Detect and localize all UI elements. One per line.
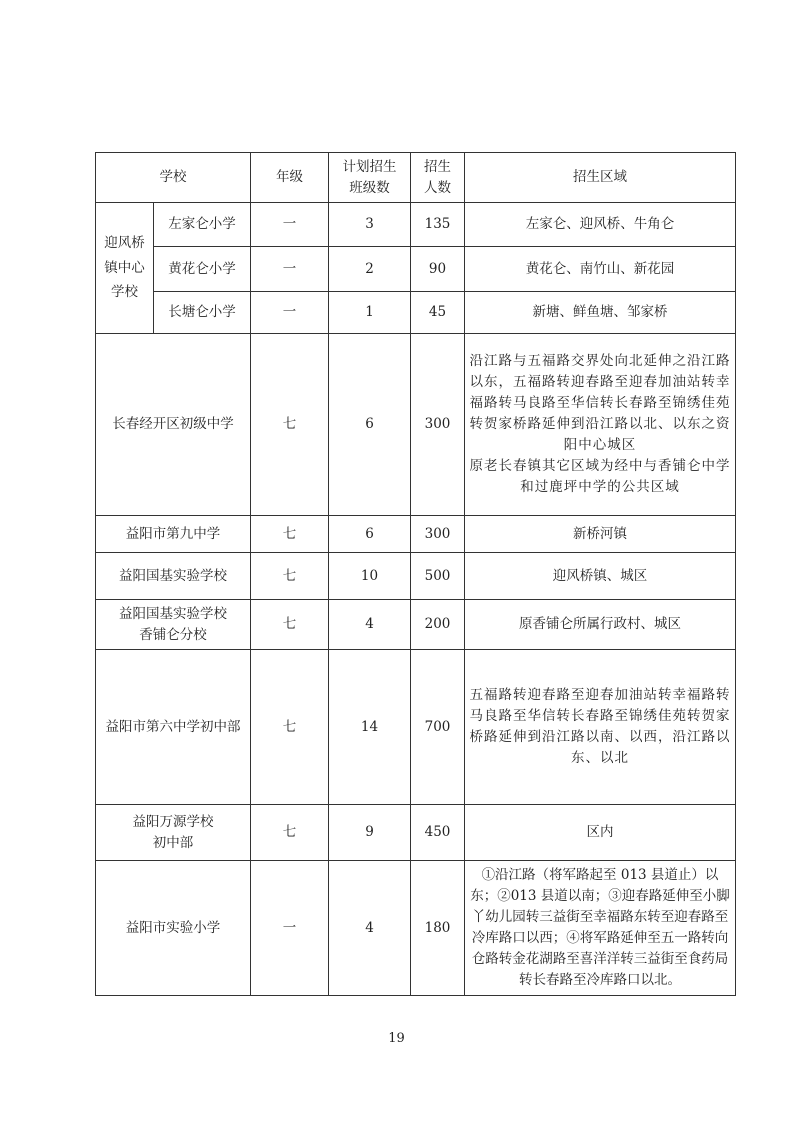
grade-cell: 七: [251, 650, 329, 805]
count-cell: 45: [411, 292, 465, 334]
classes-cell: 1: [329, 292, 411, 334]
school-name: 益阳万源学校 初中部: [96, 805, 251, 861]
count-cell: 450: [411, 805, 465, 861]
count-cell: 300: [411, 516, 465, 553]
school-name: 益阳市第九中学: [96, 516, 251, 553]
header-grade: 年级: [251, 153, 329, 203]
grade-cell: 一: [251, 247, 329, 292]
table-row: [96, 553, 736, 600]
grade-cell: 一: [251, 861, 329, 996]
sub-school-name: 左家仑小学: [154, 203, 251, 247]
classes-cell: 2: [329, 247, 411, 292]
area-cell: 五福路转迎春路至迎春加油站转幸福路转马良路至华信转长春路至锦绣佳苑转贺家桥路延伸到沿江路以南、以西，沿江路以东、以北: [465, 650, 736, 805]
table-header-row: [96, 153, 736, 203]
area-cell: 黄花仑、南竹山、新花园: [465, 247, 736, 292]
table-row: [96, 650, 736, 805]
header-enrollment: 招生 人数: [411, 153, 465, 203]
school-name: 益阳市第六中学初中部: [96, 650, 251, 805]
grade-cell: 一: [251, 292, 329, 334]
classes-cell: 14: [329, 650, 411, 805]
school-name: 益阳市实验小学: [96, 861, 251, 996]
classes-cell: 10: [329, 553, 411, 600]
school-name: 益阳国基实验学校: [96, 553, 251, 600]
count-cell: 90: [411, 247, 465, 292]
area-cell: ①沿江路（将军路起至 013 县道止）以东；②013 县道以南；③迎春路延伸至小脚丫幼儿园转三益街至幸福路东转至迎春路至冷库路口以西；④将军路延伸至五一路转向仓路转金花湖路至喜洋洋转三益街至食药局转长春路至冷库路口以北。: [465, 861, 736, 996]
count-cell: 135: [411, 203, 465, 247]
sub-school-name: 黄花仑小学: [154, 247, 251, 292]
area-cell: 沿江路与五福路交界处向北延伸之沿江路以东，五福路转迎春路至迎春加油站转幸福路转马良路至华信转长春路至锦绣佳苑转贺家桥路延伸到沿江路以北、以东之资阳中心城区 原老长春镇其它区域为经中与香铺仑中学和过鹿坪中学的公共区域: [465, 334, 736, 516]
area-cell: 原香铺仑所属行政村、城区: [465, 600, 736, 650]
table-row: [96, 516, 736, 553]
table-row: [96, 203, 736, 247]
classes-cell: 4: [329, 600, 411, 650]
area-cell: 迎风桥镇、城区: [465, 553, 736, 600]
classes-cell: 6: [329, 334, 411, 516]
page-number: 19: [388, 1031, 405, 1046]
grade-cell: 七: [251, 553, 329, 600]
count-cell: 700: [411, 650, 465, 805]
grade-cell: 七: [251, 600, 329, 650]
classes-cell: 4: [329, 861, 411, 996]
area-cell: 区内: [465, 805, 736, 861]
area-cell: 左家仑、迎风桥、牛角仑: [465, 203, 736, 247]
grade-cell: 一: [251, 203, 329, 247]
enrollment-table: [95, 152, 736, 996]
table-row: [96, 247, 736, 292]
table-row: [96, 600, 736, 650]
classes-cell: 6: [329, 516, 411, 553]
grade-cell: 七: [251, 805, 329, 861]
school-name: 长春经开区初级中学: [96, 334, 251, 516]
classes-cell: 3: [329, 203, 411, 247]
area-cell: 新塘、鲜鱼塘、邹家桥: [465, 292, 736, 334]
header-school: 学校: [96, 153, 251, 203]
count-cell: 300: [411, 334, 465, 516]
header-area: 招生区域: [465, 153, 736, 203]
count-cell: 500: [411, 553, 465, 600]
sub-school-name: 长塘仑小学: [154, 292, 251, 334]
table-row: [96, 334, 736, 516]
area-cell: 新桥河镇: [465, 516, 736, 553]
count-cell: 180: [411, 861, 465, 996]
group-school-name: 迎风桥 镇中心 学校: [96, 203, 154, 334]
table-row: [96, 292, 736, 334]
grade-cell: 七: [251, 516, 329, 553]
header-planned-classes: 计划招生 班级数: [329, 153, 411, 203]
count-cell: 200: [411, 600, 465, 650]
table-row: [96, 861, 736, 996]
classes-cell: 9: [329, 805, 411, 861]
grade-cell: 七: [251, 334, 329, 516]
table-row: [96, 805, 736, 861]
school-name: 益阳国基实验学校 香铺仑分校: [96, 600, 251, 650]
